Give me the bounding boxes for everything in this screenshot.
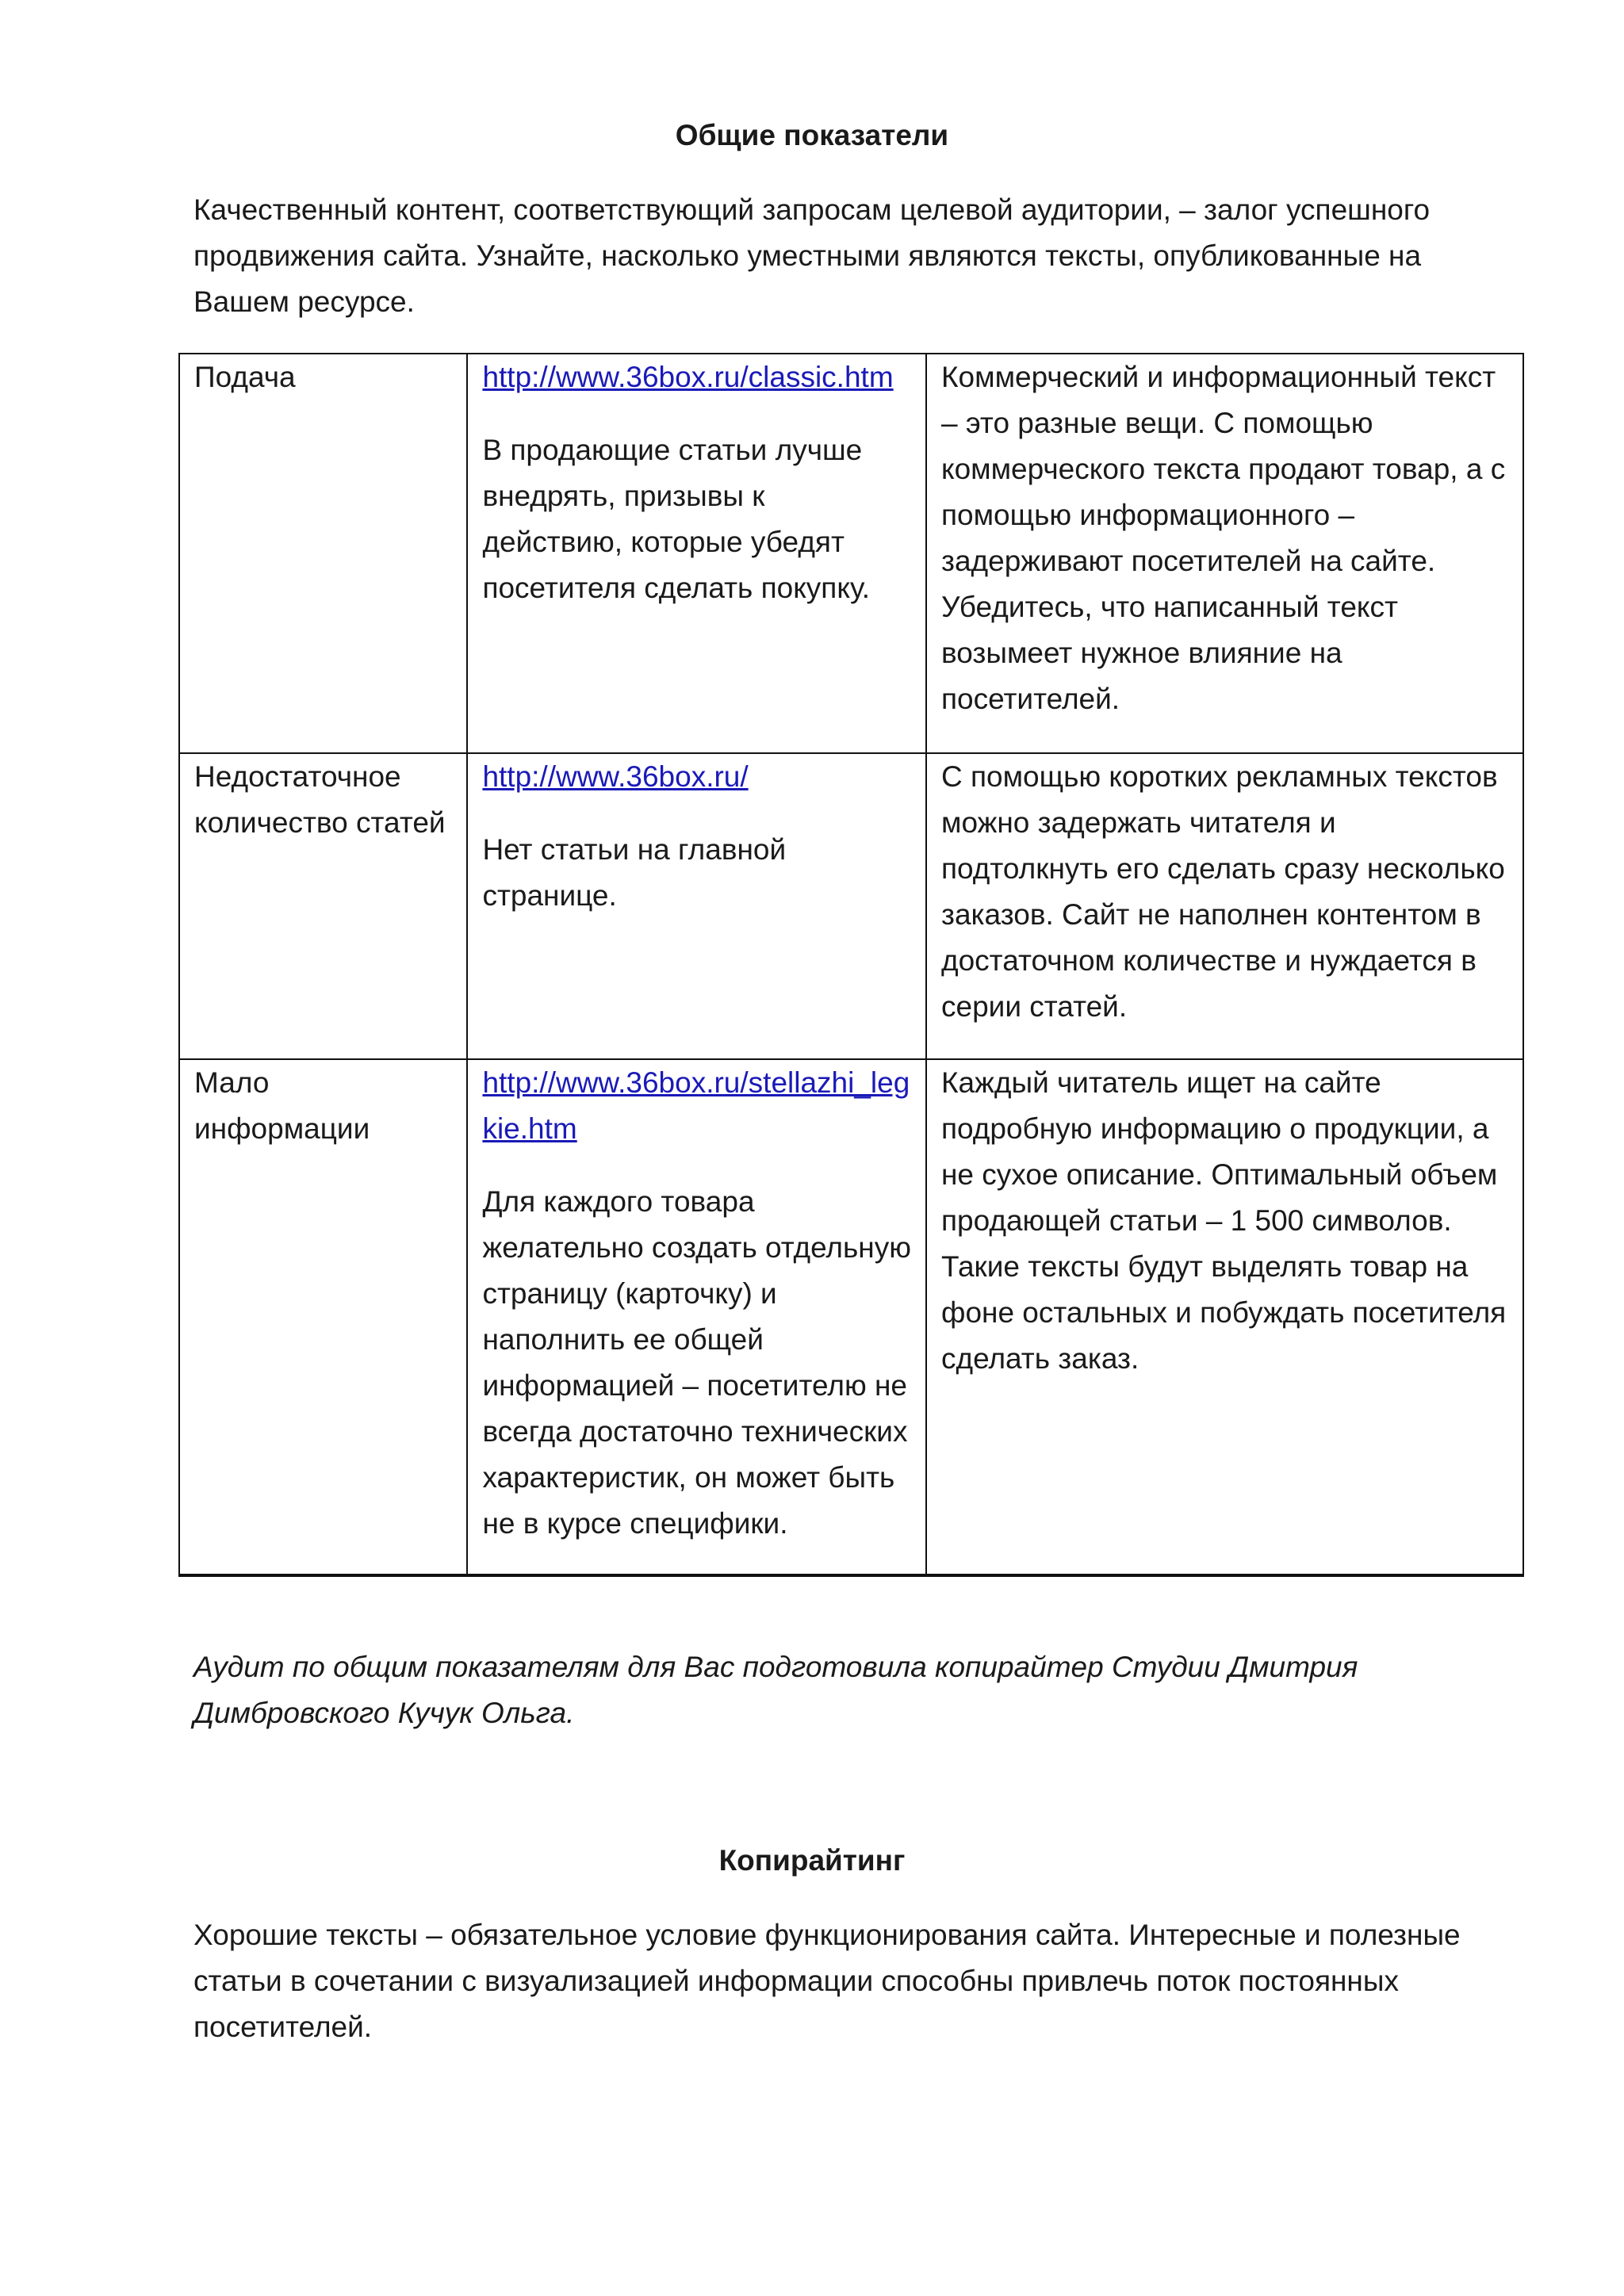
page-link[interactable]: http://www.36box.ru/ [482, 760, 749, 793]
row-link-cell [467, 1059, 926, 1575]
section-intro-general: Качественный контент, соответствующий запросам целевой аудитории, – залог успешного продвижения сайта. Узнайте, насколько уместными являются тексты, опубликованные на Вашем ресурсе. [193, 193, 1431, 318]
row-label-cell [179, 354, 467, 753]
row-label: Мало информации [194, 1066, 370, 1145]
table-row [179, 354, 1523, 753]
row-link-cell [467, 354, 926, 753]
row-label-cell [179, 753, 467, 1059]
row-note: Для каждого товара желательно создать отдельную страницу (карточку) и наполнить ее общей информацией – посетителю не всегда достаточно технических характеристик, он может быть не в курсе специфики. [482, 1185, 911, 1540]
row-label-cell [179, 1059, 467, 1575]
row-comment: С помощью коротких рекламных текстов можно задержать читателя и подтолкнуть его сделать сразу несколько заказов. Сайт не наполнен контентом в достаточном количестве и нуждается в серии статей. [941, 760, 1505, 1023]
table-row [179, 1059, 1523, 1575]
table-row [179, 753, 1523, 1059]
row-label: Недостаточное количество статей [194, 760, 446, 839]
row-comment: Коммерческий и информационный текст – это разные вещи. С помощью коммерческого текста продают товар, а с помощью информационного – задерживают посетителей на сайте. Убедитесь, что написанный текст возымеет нужное влияние на посетителей. [941, 361, 1506, 715]
section-title-copywriting: Копирайтинг [718, 1844, 906, 1877]
row-comment-cell [926, 354, 1523, 753]
row-note: Нет статьи на главной странице. [482, 833, 787, 912]
row-note: В продающие статьи лучше внедрять, призывы к действию, которые убедят посетителя сделать покупку. [482, 434, 871, 604]
section-intro-copywriting: Хорошие тексты – обязательное условие функционирования сайта. Интересные и полезные статьи в сочетании с визуализацией информации способны привлечь поток постоянных посетителей. [193, 1919, 1461, 2043]
row-label: Подача [194, 361, 296, 393]
row-link-cell [467, 753, 926, 1059]
audit-table [178, 353, 1524, 1577]
section-title-general: Общие показатели [675, 119, 949, 151]
row-comment-cell [926, 753, 1523, 1059]
page-link[interactable]: http://www.36box.ru/classic.htm [482, 361, 894, 393]
page-link[interactable]: http://www.36box.ru/stellazhi_legkie.htm [482, 1066, 910, 1145]
row-comment-cell [926, 1059, 1523, 1575]
audit-signature: Аудит по общим показателям для Вас подготовила копирайтер Студии Дмитрия Димбровского Кучук Ольга. [193, 1651, 1358, 1729]
row-comment: Каждый читатель ищет на сайте подробную информацию о продукции, а не сухое описание. Оптимальный объем продающей статьи – 1 500 символов. Такие тексты будут выделять товар на фоне остальных и побуждать посетителя сделать заказ. [941, 1066, 1507, 1375]
